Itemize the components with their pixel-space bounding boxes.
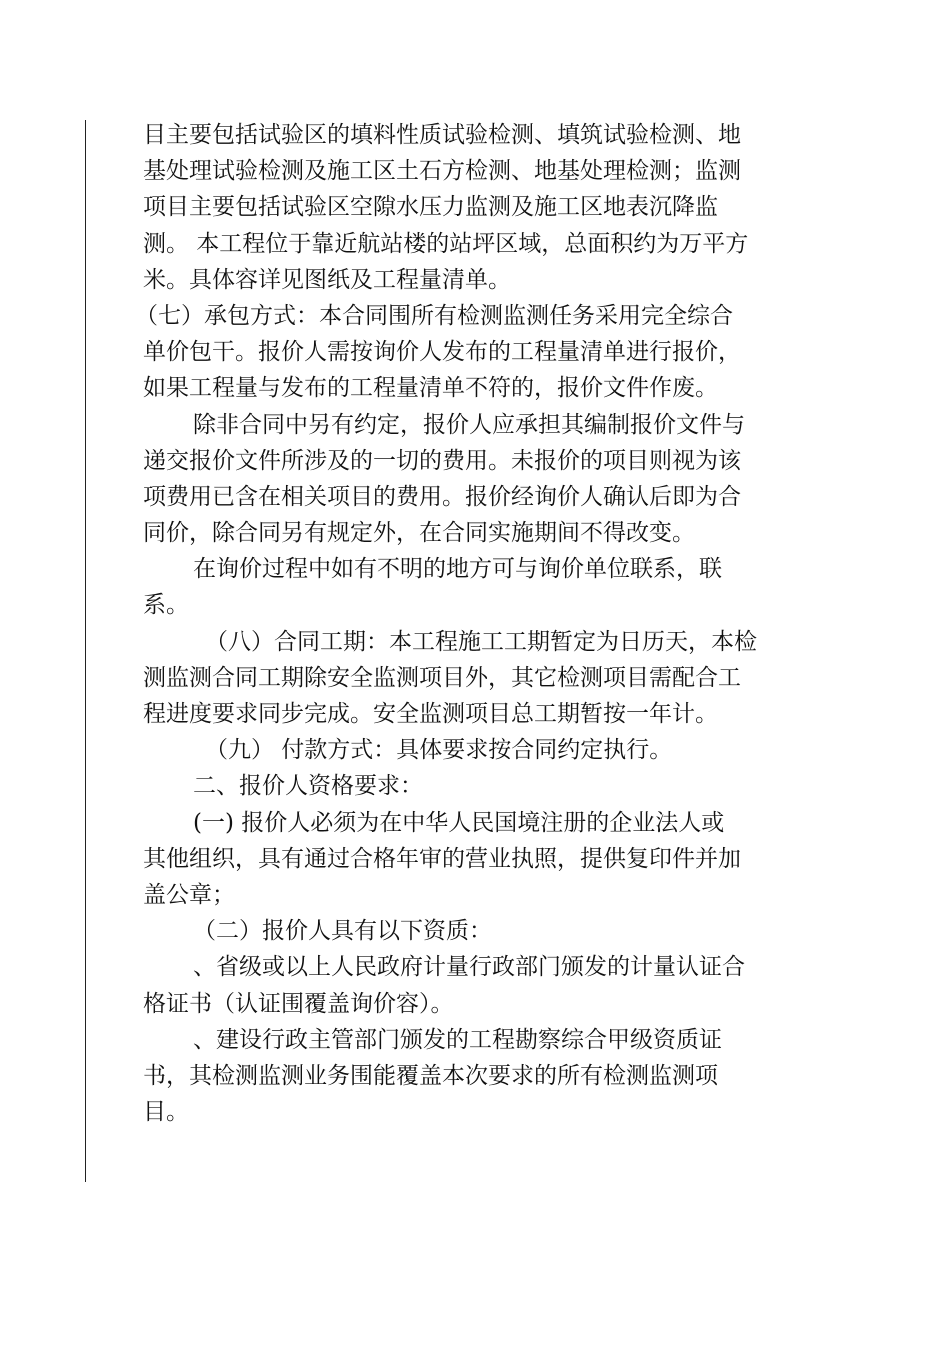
- document-line: （九） 付款方式：具体要求按合同约定执行。: [205, 737, 673, 764]
- document-line: 项目主要包括试验区空隙水压力监测及施工区地表沉降监: [143, 194, 718, 221]
- document-line: 书，其检测监测业务围能覆盖本次要求的所有检测监测项: [143, 1062, 718, 1089]
- document-line: 系。: [143, 592, 189, 619]
- document-line: 、省级或以上人民政府计量行政部门颁发的计量认证合: [193, 954, 745, 981]
- document-line: 除非合同中另有约定，报价人应承担其编制报价文件与: [193, 411, 745, 438]
- document-line: 如果工程量与发布的工程量清单不符的，报价文件作废。: [143, 375, 718, 402]
- document-line: 同价，除合同另有规定外，在合同实施期间不得改变。: [143, 520, 695, 547]
- document-line: 在询价过程中如有不明的地方可与询价单位联系，联: [193, 556, 722, 583]
- document-line: 目主要包括试验区的填料性质试验检测、填筑试验检测、地: [143, 122, 741, 148]
- left-margin-rule: [85, 120, 86, 1182]
- document-line: 目。: [143, 1099, 189, 1126]
- document-line: 递交报价文件所涉及的一切的费用。未报价的项目则视为该: [143, 447, 741, 474]
- document-line: 米。具体容详见图纸及工程量清单。: [143, 266, 511, 293]
- document-line: 二、报价人资格要求：: [193, 773, 423, 800]
- document-line: 测监测合同工期除安全监测项目外，其它检测项目需配合工: [143, 664, 741, 691]
- document-line: 测。 本工程位于靠近航站楼的站坪区域，总面积约为万平方: [143, 230, 749, 257]
- document-body: [135, 117, 757, 1130]
- document-line: 格证书（认证围覆盖询价容）。: [143, 990, 454, 1017]
- document-line: 、建设行政主管部门颁发的工程勘察综合甲级资质证: [193, 1026, 722, 1053]
- document-line: 程进度要求同步完成。安全监测项目总工期暂按一年计。: [143, 701, 718, 727]
- document-line: 项费用已含在相关项目的费用。报价经询价人确认后即为合: [143, 483, 741, 510]
- document-line: （二）报价人具有以下资质：: [193, 918, 492, 945]
- document-line: 单价包干。报价人需按询价人发布的工程量清单进行报价，: [143, 339, 741, 366]
- document-line: 盖公章；: [143, 881, 235, 908]
- document-line: 其他组织，具有通过合格年审的营业执照，提供复印件并加: [143, 845, 741, 872]
- document-line: 基处理试验检测及施工区土石方检测、地基处理检测；监测: [143, 158, 741, 185]
- document-line: （八）合同工期：本工程施工工期暂定为日历天，本检: [205, 628, 757, 655]
- document-line: (一) 报价人必须为在中华人民国境注册的企业法人或: [193, 809, 725, 836]
- document-line: （七）承包方式：本合同围所有检测监测任务采用完全综合: [135, 302, 733, 329]
